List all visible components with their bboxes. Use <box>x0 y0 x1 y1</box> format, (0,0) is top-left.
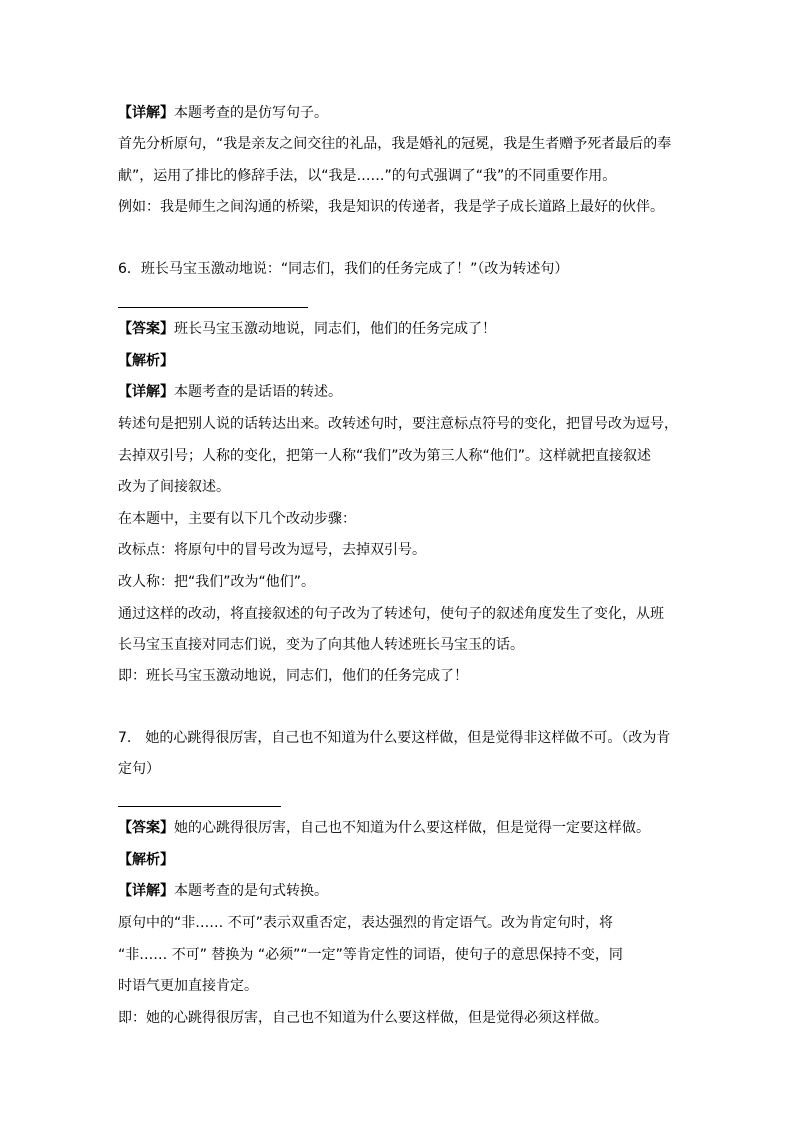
q6-line: 改标点：将原句中的冒号改为逗号，去掉双引号。 <box>118 542 426 558</box>
q7-answer <box>118 819 650 837</box>
q5-line: 献”，运用了排比的修辞手法，以“我是……”的句式强调了“我”的不同重要作用。 <box>118 168 617 184</box>
q6-answer-blank <box>118 307 308 308</box>
q7-answer-blank <box>118 806 281 807</box>
q6-analysis-tag: 【解析】 <box>118 353 174 369</box>
detail-text: 本题考查的是仿写句子。 <box>174 105 328 121</box>
detail-tag: 【详解】 <box>118 105 174 121</box>
q5-detail <box>118 104 328 122</box>
q7-question-cont: 定句） <box>118 761 160 777</box>
q6-line: 改为了间接叙述。 <box>118 479 230 495</box>
q7-question: 7. 她的心跳得很厉害，自己也不知道为什么要这样做，但是觉得非这样做不可。（改为肯 <box>118 730 671 746</box>
q7-line: 即：她的心跳得很厉害，自己也不知道为什么要这样做，但是觉得必须这样做。 <box>118 1010 608 1026</box>
q6-line: 在本题中，主要有以下几个改动步骤： <box>118 511 356 527</box>
q6-line: 去掉双引号；人称的变化，把第一人称“我们”改为第三人称“他们”。这样就把直接叙述 <box>118 448 652 464</box>
q7-detail <box>118 882 328 900</box>
q7-line: “非…… 不可” 替换为 “必须”“一定”等肯定性的词语，使句子的意思保持不变，同 <box>118 947 623 963</box>
q6-line: 长马宝玉直接对同志们说，变为了向其他人转述班长马宝玉的话。 <box>118 637 524 653</box>
q6-line: 转述句是把别人说的话转达出来。改转述句时，要注意标点符号的变化，把冒号改为逗号， <box>118 416 678 432</box>
q7-line: 时语气更加直接肯定。 <box>118 978 258 994</box>
q6-question: 6．班长马宝玉激动地说：“同志们，我们的任务完成了！”（改为转述句） <box>118 261 569 277</box>
q6-answer <box>118 320 496 338</box>
q7-analysis-tag: 【解析】 <box>118 852 174 868</box>
q5-line: 首先分析原句，“我是亲友之间交往的礼品，我是婚礼的冠冕，我是生者赠予死者最后的奉 <box>118 136 672 152</box>
detail-tag: 【详解】 <box>118 883 174 899</box>
answer-text: 她的心跳得很厉害，自己也不知道为什么要这样做，但是觉得一定要这样做。 <box>174 820 650 836</box>
detail-tag: 【详解】 <box>118 384 174 400</box>
q6-line: 改人称：把“我们”改为“他们”。 <box>118 574 316 590</box>
q6-line: 即：班长马宝玉激动地说，同志们，他们的任务完成了！ <box>118 668 468 684</box>
answer-tag: 【答案】 <box>118 820 174 836</box>
q6-detail <box>118 383 342 401</box>
detail-text: 本题考查的是句式转换。 <box>174 883 328 899</box>
answer-text: 班长马宝玉激动地说，同志们，他们的任务完成了！ <box>174 321 496 337</box>
detail-text: 本题考查的是话语的转述。 <box>174 384 342 400</box>
q5-line: 例如：我是师生之间沟通的桥梁，我是知识的传递者，我是学子成长道路上最好的伙伴。 <box>118 199 664 215</box>
answer-tag: 【答案】 <box>118 321 174 337</box>
q6-line: 通过这样的改动，将直接叙述的句子改为了转述句，使句子的叙述角度发生了变化，从班 <box>118 606 664 622</box>
q7-line: 原句中的“非…… 不可”表示双重否定，表达强烈的肯定语气。改为肯定句时，将 <box>118 915 613 931</box>
